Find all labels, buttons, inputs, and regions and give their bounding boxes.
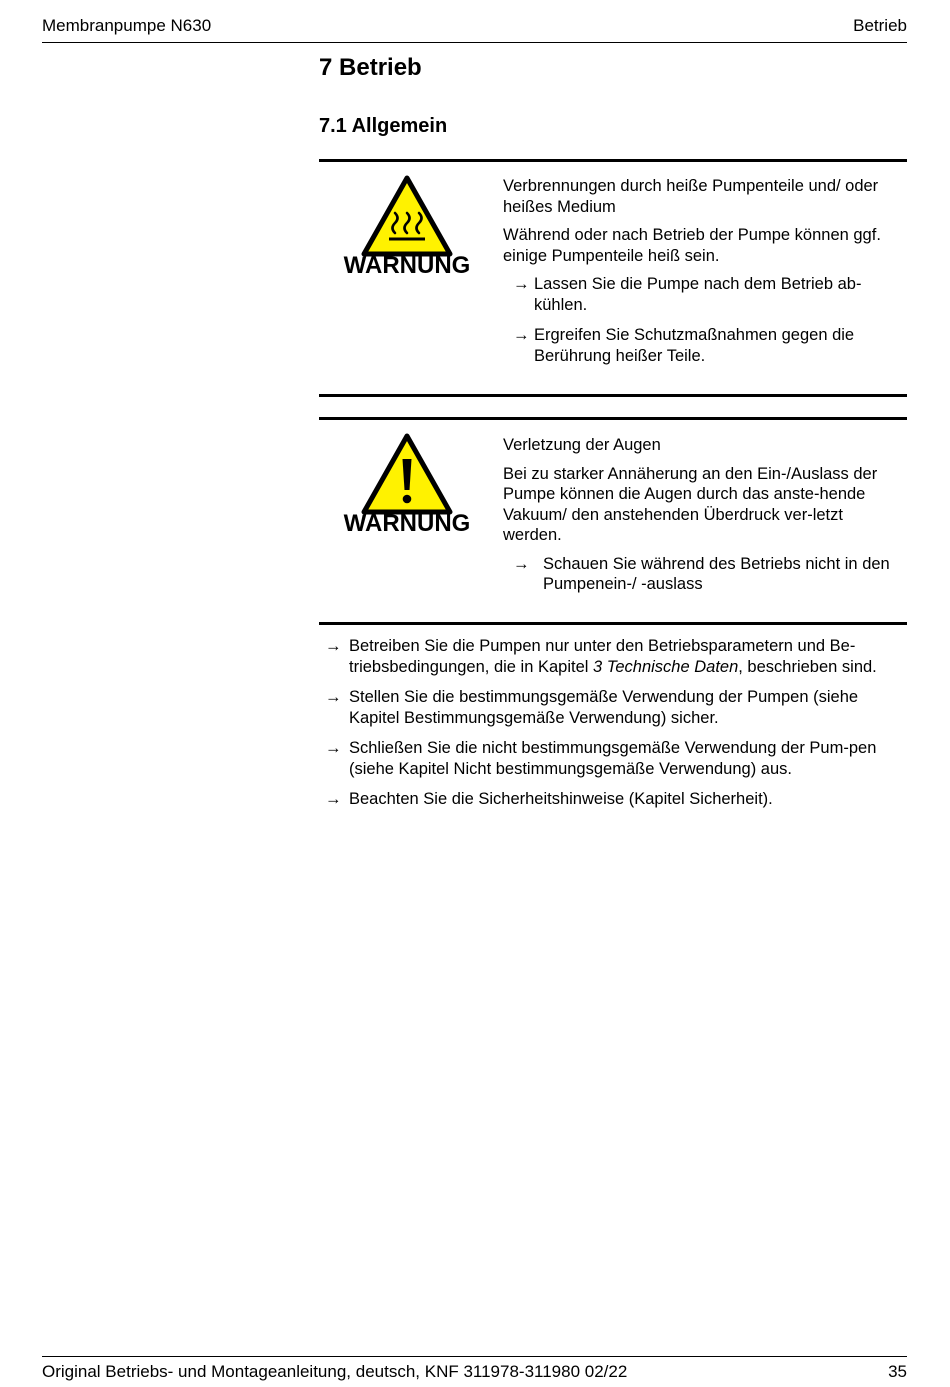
instruction-item <box>325 636 907 677</box>
instruction-text: Beachten Sie die Sicherheitshinweise (Kapitel Sicherheit). <box>349 790 773 808</box>
arrow-icon: → <box>325 688 342 706</box>
hot-surface-warning-icon <box>361 175 453 257</box>
warning-1-top-rule <box>319 159 907 162</box>
warning-1-step <box>503 274 903 315</box>
instruction-text-part: , beschrieben sind. <box>738 657 877 676</box>
warning-2-top-rule <box>319 417 907 420</box>
warning-1-step-text: Lassen Sie die Pumpe nach dem Betrieb ab-kühlen. <box>534 275 862 314</box>
arrow-icon: → <box>325 790 342 808</box>
arrow-icon: → <box>325 739 342 757</box>
chapter-title: 7 Betrieb <box>319 54 422 81</box>
instruction-text: Stellen Sie die bestimmungsgemäße Verwendung der Pumpen (siehe Kapitel Bestimmungsgemäße Verwendung) sicher. <box>349 688 859 727</box>
arrow-icon: → <box>513 275 530 293</box>
warning-1-text: Während oder nach Betrieb der Pumpe können ggf. einige Pumpenteile heiß sein. <box>503 226 881 265</box>
warning-2-signal-word: WARNUNG <box>343 510 471 537</box>
header-chapter-name: Betrieb <box>853 16 907 35</box>
instruction-list <box>325 636 907 820</box>
instruction-item <box>325 789 907 810</box>
warning-1-signal-word: WARNUNG <box>343 252 471 279</box>
instruction-text <box>349 637 877 676</box>
instruction-text-part: Betreiben Sie die Pumpen nur unter den Betriebsparametern und Be-triebsbedingungen, die in Kapitel <box>349 637 856 676</box>
chapter-reference: 3 Technische Daten <box>593 657 739 676</box>
instruction-item <box>325 687 907 728</box>
warning-2-step <box>503 554 903 595</box>
instruction-text: Schließen Sie die nicht bestimmungsgemäße Verwendung der Pum-pen (siehe Kapitel Nicht bestimmungsgemäße Verwendung) aus. <box>349 739 877 778</box>
warning-1-bottom-rule <box>319 394 907 397</box>
warning-2-step-text: Schauen Sie während des Betriebs nicht in den Pumpenein-/ -auslass <box>543 554 890 593</box>
header-document-title: Membranpumpe N630 <box>42 16 212 35</box>
general-warning-icon <box>361 433 453 515</box>
warning-2-title: Verletzung der Augen <box>503 436 661 454</box>
header-divider <box>42 42 907 43</box>
warning-2-text: Bei zu starker Annäherung an den Ein-/Auslass der Pumpe können die Augen durch das anste-hende Vakuum/ den anstehenden Überdruck ver-letzt werden. <box>503 464 878 544</box>
footer-divider <box>42 1356 907 1357</box>
warning-1-body <box>503 176 903 376</box>
instruction-item <box>325 738 907 779</box>
warning-2-bottom-rule <box>319 622 907 625</box>
arrow-icon: → <box>513 554 530 573</box>
warning-2-body <box>503 435 903 605</box>
warning-1-title: Verbrennungen durch heiße Pumpenteile und/ oder heißes Medium <box>503 177 879 216</box>
warning-1-step-text: Ergreifen Sie Schutzmaßnahmen gegen die Berührung heißer Teile. <box>534 326 855 365</box>
arrow-icon: → <box>513 326 530 344</box>
warning-1-step <box>503 325 903 366</box>
footer-document-info: Original Betriebs- und Montageanleitung, deutsch, KNF 311978-311980 02/22 <box>42 1362 628 1381</box>
section-title: 7.1 Allgemein <box>319 115 448 137</box>
page-number: 35 <box>888 1362 907 1381</box>
arrow-icon: → <box>325 637 342 655</box>
